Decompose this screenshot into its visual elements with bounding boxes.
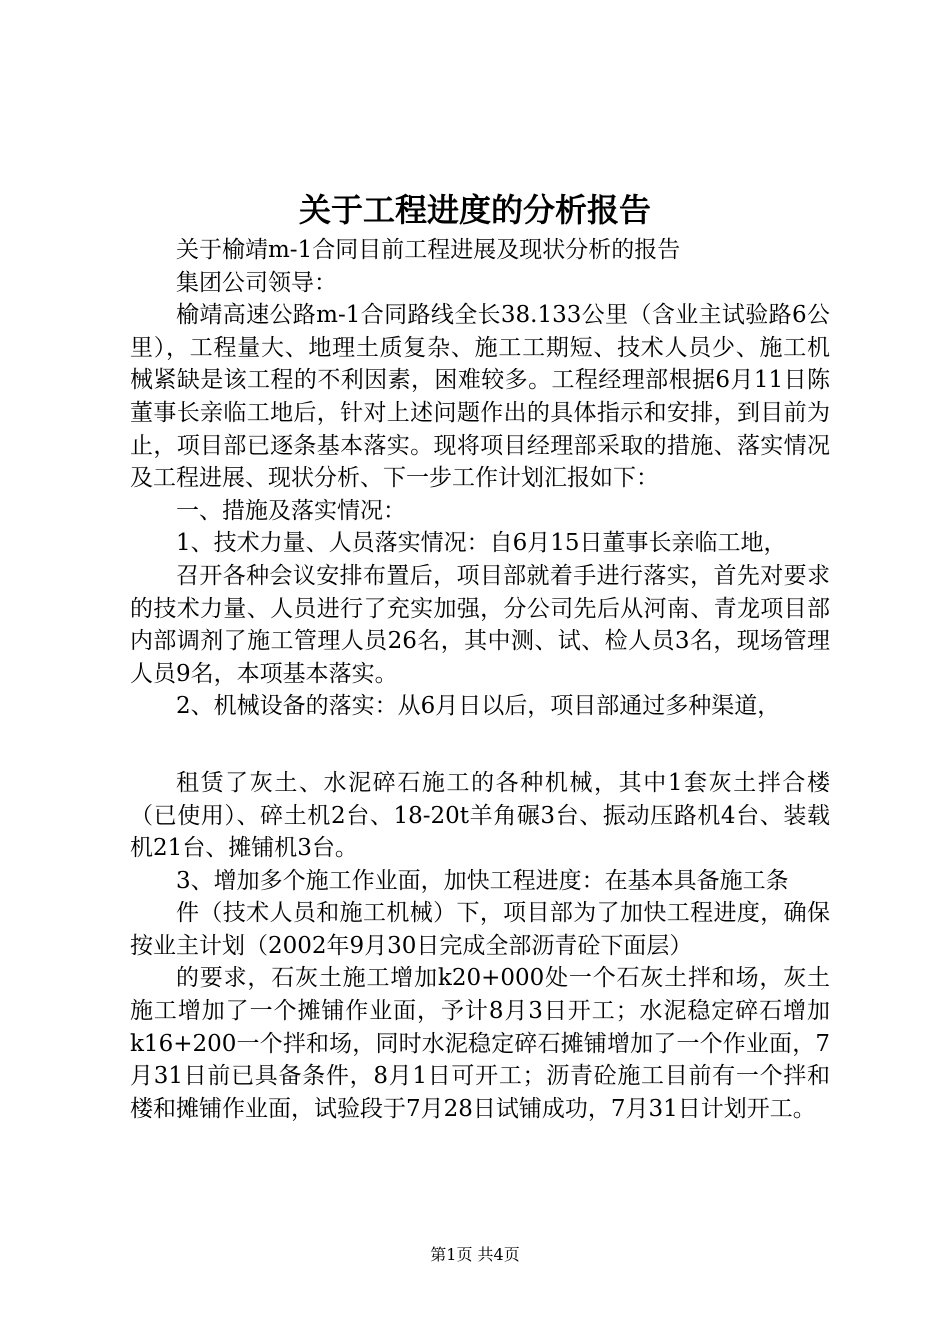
intro-paragraph: 榆靖高速公路m-1合同路线全长38.133公里（含业主试验路6公里），工程量大、地理土质复杂、施工工期短、技术人员少、施工机械紧缺是该工程的不利因素，困难较多。工程经理部根据6月11日陈董事长亲临工地后，针对上述问题作出的具体指示和安排，到目前为止，项目部已逐条基本落实。现将项目经理部采取的措施、落实情况及工程进展、现状分析、下一步工作计划汇报如下： — [130, 302, 830, 492]
item-1-heading: 1、技术力量、人员落实情况：自6月15日董事长亲临工地， — [176, 530, 787, 557]
item-3-body-b: 的要求，石灰土施工增加k20+000处一个石灰土拌和场，灰土施工增加了一个摊铺作业面，予计8月3日开工；水泥稳定碎石增加k16+200一个拌和场，同时水泥稳定碎石摊铺增加了一个作业面，7月31日前已具备条件，8月1日可开工；沥青砼施工目前有一个拌和楼和摊铺作业面，试验段于7月28日试铺成功，7月31日计划开工。 — [130, 965, 830, 1122]
page-footer: 第1页 共4页 — [430, 1245, 520, 1264]
section-heading: 一、措施及落实情况： — [176, 497, 406, 524]
item-3-heading: 3、增加多个施工作业面，加快工程进度：在基本具备施工条 — [176, 867, 789, 894]
salutation: 集团公司领导： — [176, 269, 337, 296]
page-title: 关于工程进度的分析报告 — [298, 191, 651, 229]
blank-line — [130, 723, 830, 767]
document-body — [130, 234, 830, 1125]
item-1-body: 召开各种会议安排布置后，项目部就着手进行落实，首先对要求的技术力量、人员进行了充实加强，分公司先后从河南、青龙项目部内部调剂了施工管理人员26名，其中测、试、检人员3名，现场管理人员9名，本项基本落实。 — [130, 562, 830, 687]
item-2-heading: 2、机械设备的落实：从6月日以后，项目部通过多种渠道， — [176, 693, 781, 720]
item-2-body: 租赁了灰土、水泥碎石施工的各种机械，其中1套灰土拌合楼（已使用）、碎土机2台、18-20t羊角碾3台、振动压路机4台、装载机21台、摊铺机3台。 — [130, 769, 830, 862]
item-3-body-a: 件（技术人员和施工机械）下，项目部为了加快工程进度，确保按业主计划（2002年9月30日完成全部沥青砼下面层） — [130, 900, 830, 959]
report-subtitle: 关于榆靖m-1合同目前工程进展及现状分析的报告 — [176, 237, 681, 263]
